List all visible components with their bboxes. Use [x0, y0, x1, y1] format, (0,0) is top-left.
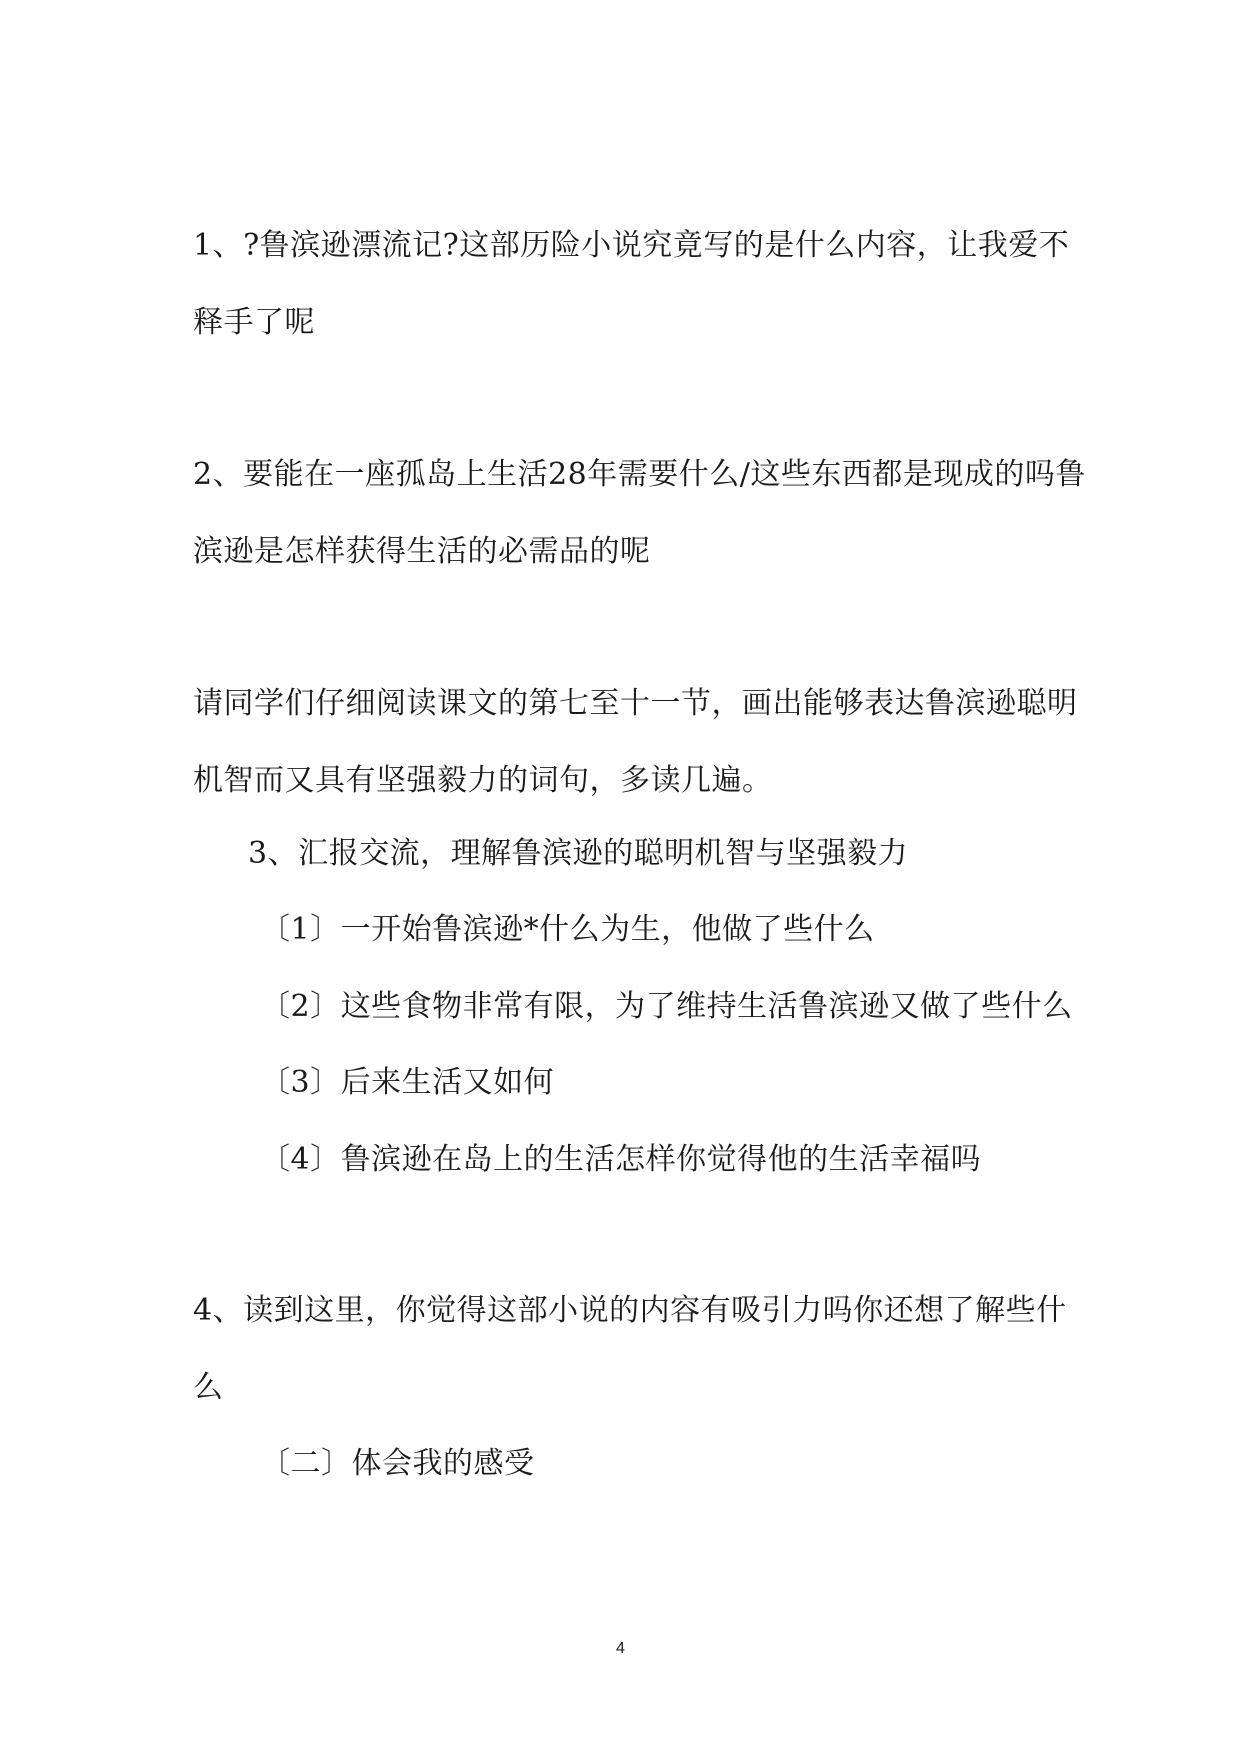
question-4: 〔4〕鲁滨逊在岛上的生活怎样你觉得他的生活幸福吗 [260, 1142, 982, 1177]
section-heading: 〔二〕体会我的感受 [260, 1446, 535, 1481]
paragraph-2-line-1: 2、要能在一座孤岛上生活28年需要什么/这些东西都是现成的吗鲁 [193, 457, 1086, 492]
paragraph-5-line-1: 4、读到这里，你觉得这部小说的内容有吸引力吗你还想了解些什 [193, 1293, 1067, 1328]
question-1: 〔1〕一开始鲁滨逊*什么为生，他做了些什么 [260, 912, 875, 947]
paragraph-4: 3、汇报交流，理解鲁滨逊的聪明机智与坚强毅力 [248, 836, 909, 871]
question-2: 〔2〕这些食物非常有限，为了维持生活鲁滨逊又做了些什么 [260, 989, 1073, 1024]
paragraph-1-line-2: 释手了呢 [193, 305, 315, 340]
paragraph-3-line-1: 请同学们仔细阅读课文的第七至十一节，画出能够表达鲁滨逊聪明 [193, 686, 1078, 721]
paragraph-2-line-2: 滨逊是怎样获得生活的必需品的呢 [193, 534, 651, 569]
page-number: 4 [616, 1640, 625, 1657]
paragraph-5-line-2: 么 [193, 1370, 224, 1405]
question-3: 〔3〕后来生活又如何 [260, 1065, 555, 1100]
paragraph-3-line-2: 机智而又具有坚强毅力的词句，多读几遍。 [193, 763, 773, 798]
paragraph-1-line-1: 1、?鲁滨逊漂流记?这部历险小说究竟写的是什么内容，让我爱不 [193, 228, 1070, 263]
